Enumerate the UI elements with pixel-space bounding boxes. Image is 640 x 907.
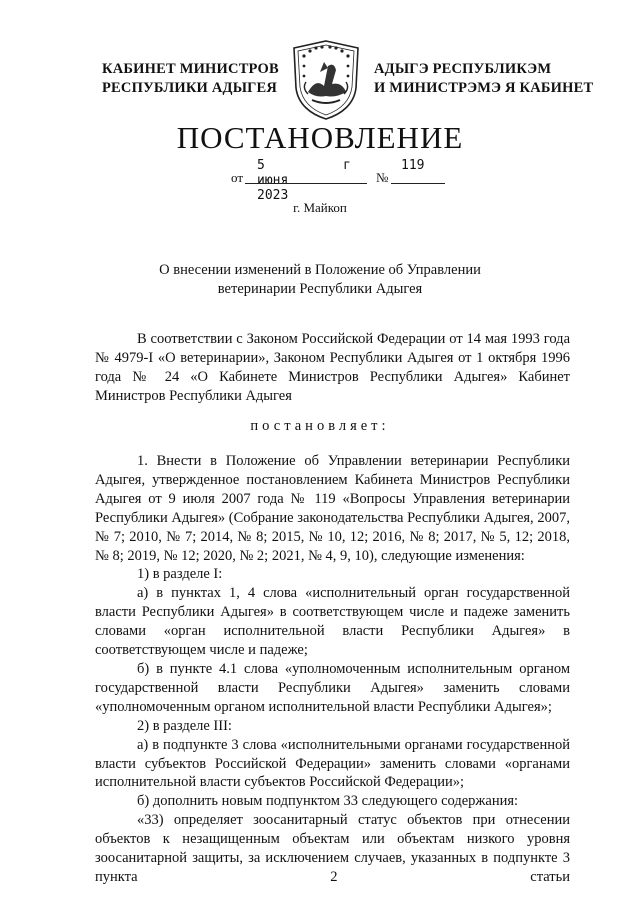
subject-line-2: ветеринарии Республики Адыгея <box>217 281 423 297</box>
date-underline <box>245 183 367 184</box>
paragraph: 2) в разделе III: <box>137 717 232 734</box>
subject-heading <box>120 261 520 299</box>
preamble-text: В соответствии с Законом Российской Федерации от 14 мая 1993 года № 4979-I «О ветеринарии», Законом Республики Адыгея от 1 октября 1996 года № 24 «О Кабинете Министров Республики Адыгея» Кабинет Министров Республики Адыгея <box>95 331 570 404</box>
year-suffix: г <box>343 158 351 173</box>
number-prefix: № <box>376 170 389 185</box>
operative-part <box>95 452 570 887</box>
subject-line-1: О внесении изменений в Положение об Управлении <box>159 262 481 278</box>
date-value: 5 июня 2023 <box>257 158 289 203</box>
header-right-line2: И МИНИСТРЭМЭ Я КАБИНЕТ <box>374 80 594 96</box>
paragraph: 1. Внести в Положение об Управлении ветеринарии Республики Адыгея, утвержденное постановлением Кабинета Министров Республики Адыгея от 9 июля 2007 года № 119 «Вопросы Управления ветеринарии Республики Адыгея» (Собрание законодательства Республики Адыгея, 2007, № 7; 2010, № 7; 2014, № 8; 2015, № 10, 12; 2016, № 8; 2017, № 5, 12; 2018, № 8; 2019, № 12; 2020, № 2; 2021, № 4, 9, 10), следующие изменения: <box>95 453 570 564</box>
preamble <box>95 330 570 406</box>
date-prefix: от <box>231 170 244 185</box>
number-value: 119 <box>401 158 425 173</box>
header-left <box>102 60 279 98</box>
paragraph: а) в подпункте 3 слова «исполнительными органами государственной власти субъектов Российской Федерации» заменить словами «органами исполнительной власти субъектов Российской Федерации»; <box>95 736 570 791</box>
decree-word: постановляет: <box>250 418 390 434</box>
header-right-line1: АДЫГЭ РЕСПУБЛИКЭМ <box>374 61 552 77</box>
paragraph: б) в пункте 4.1 слова «уполномоченным исполнительным органом государственной власти Республики Адыгея» заменить словами «уполномоченным органом исполнительной власти Республики Адыгея»; <box>95 660 570 715</box>
header-left-line2: РЕСПУБЛИКИ АДЫГЕЯ <box>102 80 278 96</box>
paragraph: а) в пунктах 1, 4 слова «исполнительный орган государственной власти Республики Адыгея» в соответствующем числе и падеже заменить словами «орган исполнительной власти Республики Адыгея» в соответствующем числе и падеже; <box>95 585 570 659</box>
header-right <box>374 60 593 98</box>
paragraph: б) дополнить новым подпунктом 33 следующего содержания: <box>137 793 519 810</box>
number-underline <box>391 183 445 184</box>
header-left-line1: КАБИНЕТ МИНИСТРОВ <box>102 61 279 77</box>
paragraph: 1) в разделе I: <box>137 566 223 583</box>
document-title: ПОСТАНОВЛЕНИЕ <box>176 120 464 155</box>
coat-of-arms-icon <box>290 38 362 122</box>
paragraph: «33) определяет зоосанитарный статус объектов при отнесении объектов к незащищенным объектам или объектам низкого уровня зоосанитарной защиты, за исключением случаев, указанных в подпункте 3 пункта 2 статьи <box>95 812 570 885</box>
city: г. Майкоп <box>293 200 347 215</box>
